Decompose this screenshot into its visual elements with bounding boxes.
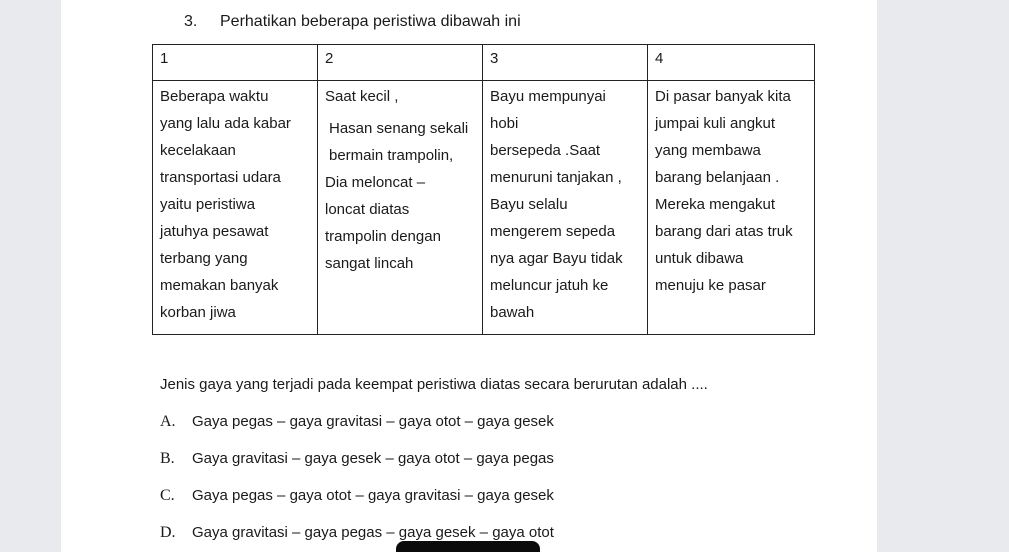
cell-text-line: nya agar Bayu tidak xyxy=(490,250,623,267)
cell-text-line: trampolin dengan xyxy=(325,228,441,245)
cell-text-line: Beberapa waktu xyxy=(160,88,269,105)
cell-text-line: barang dari atas truk xyxy=(655,223,793,240)
cell-text-line: korban jiwa xyxy=(160,304,236,321)
cell-text-line: Di pasar banyak kita xyxy=(655,88,791,105)
table-cell-event-1 xyxy=(153,81,318,335)
cell-text-line: terbang yang xyxy=(160,250,248,267)
cell-text-line: menuruni tanjakan , xyxy=(490,169,622,186)
answer-option-d[interactable] xyxy=(160,523,554,543)
cell-text-line: transportasi udara xyxy=(160,169,281,186)
table-header-cell: 3 xyxy=(483,45,648,81)
cell-text-line: meluncur jatuh ke xyxy=(490,277,609,294)
answer-option-b[interactable] xyxy=(160,449,554,469)
table-cell-event-4 xyxy=(648,81,815,335)
cell-text-line: loncat diatas xyxy=(325,201,410,218)
cell-text-line: Mereka mengakut xyxy=(655,196,776,213)
bottom-overlay-bar xyxy=(396,541,540,552)
cell-text-line: sangat lincah xyxy=(325,255,414,272)
option-text: Gaya pegas – gaya otot – gaya gravitasi – gaya gesek xyxy=(192,487,554,504)
cell-text-line: bermain trampolin, xyxy=(329,147,454,164)
table-cell-event-2 xyxy=(318,81,483,335)
cell-text-line: barang belanjaan . xyxy=(655,169,780,186)
answer-option-a[interactable] xyxy=(160,412,554,432)
cell-text-line: yang lalu ada kabar xyxy=(160,115,291,132)
option-text: Gaya pegas – gaya gravitasi – gaya otot – gaya gesek xyxy=(192,413,554,430)
table-cell-event-3 xyxy=(483,81,648,335)
cell-text-line: Saat kecil , xyxy=(325,88,399,105)
cell-text-line: kecelakaan xyxy=(160,142,236,159)
cell-text-line: Bayu mempunyai xyxy=(490,88,606,105)
option-text: Gaya gravitasi – gaya pegas – gaya gesek – gaya otot xyxy=(192,524,554,541)
table-header-cell: 2 xyxy=(318,45,483,81)
question-title: Perhatikan beberapa peristiwa dibawah ini xyxy=(220,13,521,30)
cell-text-line: bawah xyxy=(490,304,535,321)
cell-text-line: bersepeda .Saat xyxy=(490,142,601,159)
cell-text-line: jatuhya pesawat xyxy=(160,223,269,240)
cell-text-line: Bayu selalu xyxy=(490,196,568,213)
cell-text-line: menuju ke pasar xyxy=(655,277,766,294)
option-text: Gaya gravitasi – gaya gesek – gaya otot – gaya pegas xyxy=(192,450,554,467)
table-header-cell: 4 xyxy=(648,45,815,81)
cell-text-line: untuk dibawa xyxy=(655,250,744,267)
table-header-row xyxy=(153,45,815,81)
cell-text-line: jumpai kuli angkut xyxy=(655,115,776,132)
question-number: 3. xyxy=(184,13,198,30)
table-row xyxy=(153,81,815,335)
table-header-cell: 1 xyxy=(153,45,318,81)
cell-text-line: hobi xyxy=(490,115,519,132)
question-prompt: Jenis gaya yang terjadi pada keempat peristiwa diatas secara berurutan adalah .... xyxy=(160,376,708,393)
option-letter: B. xyxy=(160,450,175,467)
answer-option-c[interactable] xyxy=(160,486,554,506)
option-letter: C. xyxy=(160,487,175,504)
cell-text-line: yaitu peristiwa xyxy=(160,196,256,213)
option-letter: A. xyxy=(160,413,176,430)
cell-text-line: mengerem sepeda xyxy=(490,223,616,240)
cell-text-line: Dia meloncat – xyxy=(325,174,426,191)
cell-text-line: memakan banyak xyxy=(160,277,279,294)
events-table xyxy=(152,44,815,335)
option-letter: D. xyxy=(160,524,176,541)
cell-text-line: yang membawa xyxy=(655,142,761,159)
cell-text-line: Hasan senang sekali xyxy=(329,120,469,137)
